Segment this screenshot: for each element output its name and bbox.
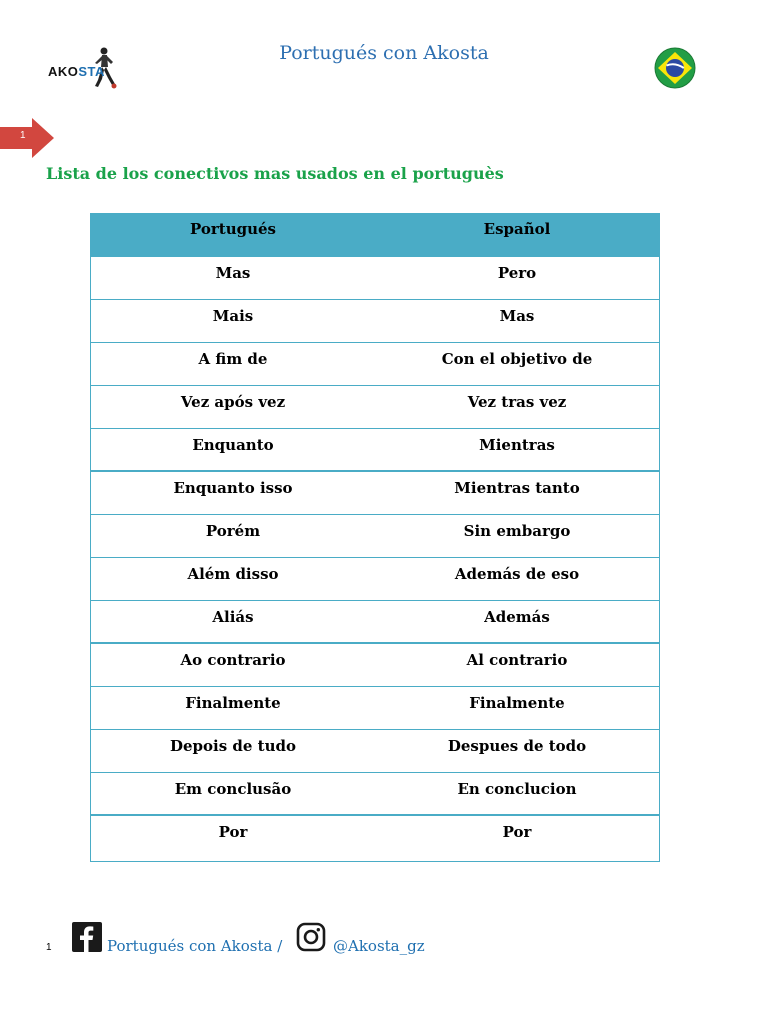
cell-portuguese: Enquanto <box>91 428 376 471</box>
cell-portuguese: Mas <box>91 256 376 299</box>
cell-spanish: Mas <box>375 299 660 342</box>
cell-portuguese: Porém <box>91 514 376 557</box>
table-row <box>91 428 660 471</box>
list-subtitle: Lista de los conectivos mas usados en el portuguès <box>46 164 504 183</box>
footnote-number: 1 <box>46 942 52 953</box>
document-title: Portugués con Akosta <box>279 42 489 64</box>
table-row <box>91 772 660 815</box>
table-row <box>91 600 660 643</box>
table-row <box>91 342 660 385</box>
brazil-flag-icon <box>654 47 696 89</box>
cell-portuguese: Vez após vez <box>91 385 376 428</box>
cell-portuguese: Por <box>91 815 376 861</box>
cell-spanish: Además de eso <box>375 557 660 600</box>
facebook-icon[interactable] <box>72 922 102 952</box>
cell-portuguese: A fim de <box>91 342 376 385</box>
cell-spanish: Además <box>375 600 660 643</box>
table-header-row <box>91 213 660 256</box>
connectives-table <box>90 213 660 862</box>
table-row <box>91 643 660 686</box>
cell-portuguese: Aliás <box>91 600 376 643</box>
logo-text: AKOSTA <box>48 64 105 79</box>
cell-portuguese: Em conclusão <box>91 772 376 815</box>
footer <box>46 922 546 962</box>
page-marker-arrow-icon <box>0 118 56 158</box>
cell-spanish: Sin embargo <box>375 514 660 557</box>
cell-spanish: Pero <box>375 256 660 299</box>
table-row <box>91 815 660 861</box>
table-row <box>91 256 660 299</box>
cell-portuguese: Finalmente <box>91 686 376 729</box>
footer-link-text[interactable]: Portugués con Akosta / <box>107 937 283 955</box>
table-row <box>91 686 660 729</box>
cell-spanish: Por <box>375 815 660 861</box>
table-row <box>91 299 660 342</box>
table-row <box>91 557 660 600</box>
cell-spanish: Despues de todo <box>375 729 660 772</box>
instagram-handle[interactable]: @Akosta_gz <box>333 937 425 955</box>
page-marker-number: 1 <box>20 130 26 141</box>
cell-spanish: Vez tras vez <box>375 385 660 428</box>
cell-spanish: Finalmente <box>375 686 660 729</box>
table-row <box>91 385 660 428</box>
cell-spanish: Con el objetivo de <box>375 342 660 385</box>
instagram-icon[interactable] <box>296 922 326 952</box>
table-row <box>91 729 660 772</box>
cell-portuguese: Ao contrario <box>91 643 376 686</box>
cell-spanish: Mientras tanto <box>375 471 660 514</box>
cell-portuguese: Mais <box>91 299 376 342</box>
cell-spanish: En conclucion <box>375 772 660 815</box>
column-header-portuguese: Portugués <box>91 213 376 256</box>
cell-portuguese: Além disso <box>91 557 376 600</box>
table-row <box>91 514 660 557</box>
cell-spanish: Al contrario <box>375 643 660 686</box>
cell-portuguese: Enquanto isso <box>91 471 376 514</box>
cell-portuguese: Depois de tudo <box>91 729 376 772</box>
cell-spanish: Mientras <box>375 428 660 471</box>
table-row <box>91 471 660 514</box>
column-header-spanish: Español <box>375 213 660 256</box>
